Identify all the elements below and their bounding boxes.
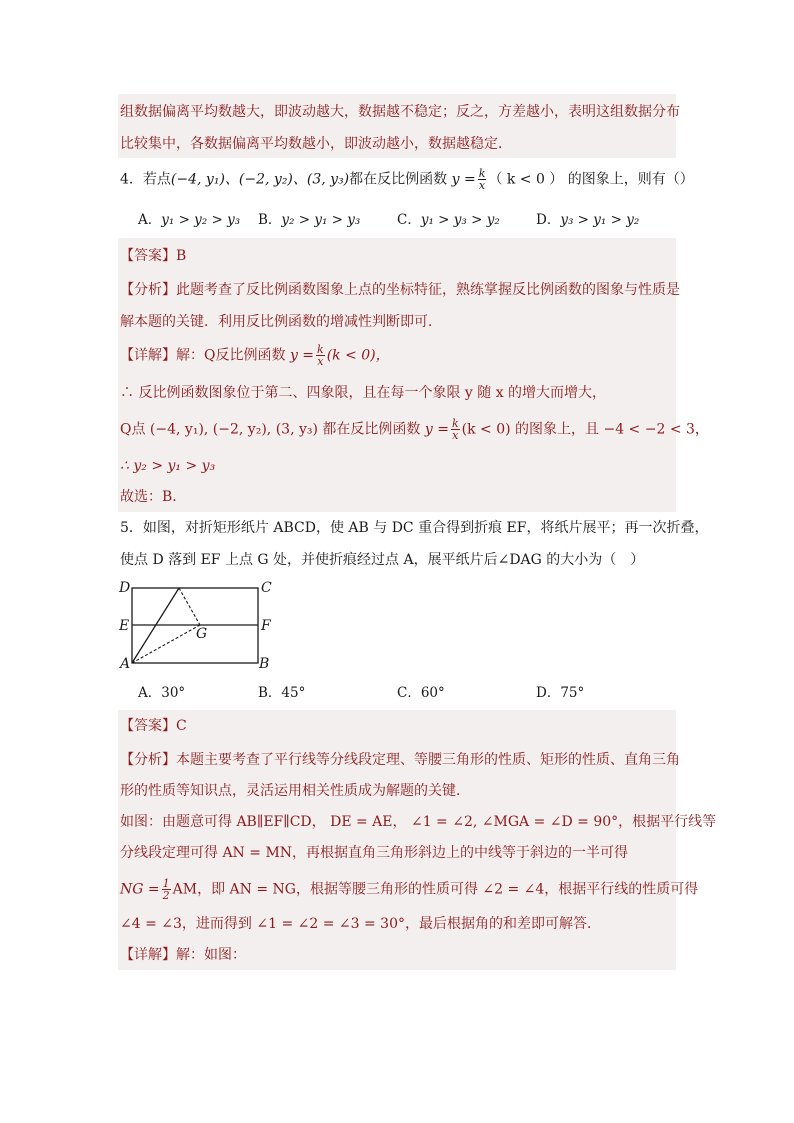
- label-d: D: [119, 580, 131, 596]
- detail-fn-y: y =: [289, 347, 315, 364]
- label-a: A: [120, 656, 131, 672]
- option-label: B．: [258, 685, 282, 701]
- frac-numerator: k: [451, 417, 459, 430]
- answer-value: B: [176, 248, 187, 264]
- q4-stem-prefix: 4．若点: [120, 171, 171, 188]
- q4-stem-points: (−4, y₁)、(−2, y₂)、(3, y₃): [170, 171, 350, 188]
- option-text: y₁ > y₂ > y₃: [161, 212, 241, 228]
- detail-fraction: [316, 344, 325, 367]
- q5-analysis-line-1: [120, 750, 680, 770]
- q5-analysis-line-2: 形的性质等知识点，灵活运用相关性质成为解题的关键．: [120, 783, 470, 799]
- option-label: A．: [138, 212, 162, 228]
- option-label: A．: [138, 685, 162, 701]
- frac-denominator: x: [478, 179, 486, 192]
- option-text: y₂ > y₁ > y₃: [281, 212, 361, 228]
- q5-answer: [120, 716, 187, 736]
- q4-option-d[interactable]: [536, 210, 639, 230]
- q4-analysis-line-1: [120, 280, 680, 300]
- analysis-math: NG =: [120, 881, 160, 898]
- option-text: y₁ > y₃ > y₂: [420, 212, 500, 228]
- q5-analysis-line-3: 如图：由题意可得 AB∥EF∥CD， DE = AE， ∠1 = ∠2, ∠MGA = ∠D = 90°，根据平行线等: [120, 814, 717, 830]
- q5-figure-rectangle: [110, 574, 280, 674]
- option-text: 30°: [161, 685, 186, 701]
- option-label: C．: [397, 685, 421, 701]
- dashed-line-ag: [132, 625, 200, 663]
- option-text: 75°: [560, 685, 585, 701]
- detail-fn-y: y =: [424, 421, 449, 438]
- q4-function-y: y =: [451, 171, 476, 188]
- q4-detail-line-2: ∴ 反比例函数图象位于第二、四象限，且在每一个象限 y 随 x 的增大而增大，: [120, 385, 607, 401]
- option-label: D．: [536, 212, 561, 228]
- analysis-tag: 【分析】: [120, 752, 176, 768]
- detail-tag: 【详解】: [120, 947, 176, 963]
- label-e: E: [119, 618, 130, 634]
- q4-stem-middle: 都在反比例函数: [349, 171, 448, 188]
- label-c: C: [261, 580, 272, 596]
- frac-denominator: 2: [162, 889, 170, 902]
- q5-option-b[interactable]: [258, 683, 305, 703]
- detail-text: 解：如图：: [176, 947, 246, 963]
- frac-denominator: x: [452, 429, 459, 442]
- label-f: F: [261, 618, 271, 634]
- frac-denominator: x: [317, 355, 324, 368]
- detail-tag: 【详解】: [120, 347, 176, 364]
- q5-stem-line-2: 使点 D 落到 EF 上点 G 处，并使折痕经过点 A，展平纸片后∠DAG 的大小为（ ）: [120, 552, 645, 568]
- q4-detail-line-5: 故选：B．: [120, 489, 187, 505]
- dashed-line-to-g: [179, 588, 200, 625]
- q5-option-d[interactable]: [536, 683, 584, 703]
- frac-numerator: 1: [162, 877, 170, 890]
- q5-analysis-line-4: 分线段定理可得 AN = MN，再根据直角三角形斜边上的中线等于斜边的一半可得: [120, 845, 629, 861]
- analysis-text: 本题主要考查了平行线等分线段定理、等腰三角形的性质、矩形的性质、直角三角: [176, 752, 680, 768]
- q4-option-b[interactable]: [258, 210, 360, 230]
- option-label: B．: [258, 212, 282, 228]
- q4-detail-line-4: ∴ y₂ > y₁ > y₃: [120, 458, 216, 474]
- detail-condition: (k < 0)，: [326, 347, 390, 364]
- q4-stem-suffix: 的图象上，则有（）: [567, 171, 694, 188]
- option-text: 60°: [420, 685, 445, 701]
- q5-analysis-line-5: [120, 878, 698, 901]
- q4-option-a[interactable]: [138, 210, 240, 230]
- q5-option-c[interactable]: [397, 683, 445, 703]
- q5-stem-line-1: 5．如图，对折矩形纸片 ABCD，使 AB 与 DC 重合得到折痕 EF，将纸片展平；再一次折叠，: [120, 520, 709, 536]
- answer-tag: 【答案】: [120, 718, 176, 734]
- analysis-fraction: [162, 878, 171, 901]
- q4-stem: [120, 168, 694, 191]
- detail-text-end: (k < 0) 的图象上，且 −4 < −2 < 3，: [461, 421, 709, 438]
- q4-analysis-line-2: 解本题的关键．利用反比例函数的增减性判断即可．: [120, 314, 442, 330]
- q4-condition: （ k < 0 ）: [488, 171, 564, 188]
- q4-detail-line-1: [120, 344, 390, 367]
- answer-tag: 【答案】: [120, 248, 176, 264]
- option-text: y₃ > y₁ > y₂: [560, 212, 640, 228]
- analysis-tag: 【分析】: [120, 282, 176, 298]
- detail-text: 解：Q反比例函数: [176, 347, 286, 364]
- q4-detail-line-3: [120, 418, 709, 441]
- answer-value: C: [176, 718, 187, 734]
- label-b: B: [259, 656, 270, 672]
- q4-answer: [120, 246, 186, 266]
- q4-function-fraction: [478, 168, 487, 191]
- q5-option-a[interactable]: [138, 683, 185, 703]
- detail-fraction: [451, 418, 460, 441]
- option-text: 45°: [281, 685, 306, 701]
- frac-numerator: k: [478, 167, 486, 180]
- q5-detail-line-1: [120, 945, 246, 965]
- prev-explanation-line-1: 组数据偏离平均数越大，即波动越大，数据越不稳定；反之，方差越小，表明这组数据分布: [120, 104, 680, 120]
- option-label: D．: [536, 685, 561, 701]
- prev-explanation-line-2: 比较集中，各数据偏离平均数越小，即波动越小，数据越稳定．: [120, 136, 512, 152]
- label-g: G: [196, 626, 208, 642]
- frac-numerator: k: [317, 343, 324, 356]
- analysis-text: AM，即 AN = NG，根据等腰三角形的性质可得 ∠2 = ∠4，根据平行线的性质可得: [172, 881, 699, 898]
- q4-option-c[interactable]: [397, 210, 500, 230]
- analysis-text: 此题考查了反比例函数图象上点的坐标特征，熟练掌握反比例函数的图象与性质是: [176, 282, 680, 298]
- option-label: C．: [397, 212, 421, 228]
- detail-text: Q点 (−4, y₁), (−2, y₂), (3, y₃) 都在反比例函数: [120, 421, 421, 438]
- q5-analysis-line-6: ∠4 = ∠3，进而得到 ∠1 = ∠2 = ∠3 = 30°，最后根据角的和差即可解答．: [120, 916, 601, 932]
